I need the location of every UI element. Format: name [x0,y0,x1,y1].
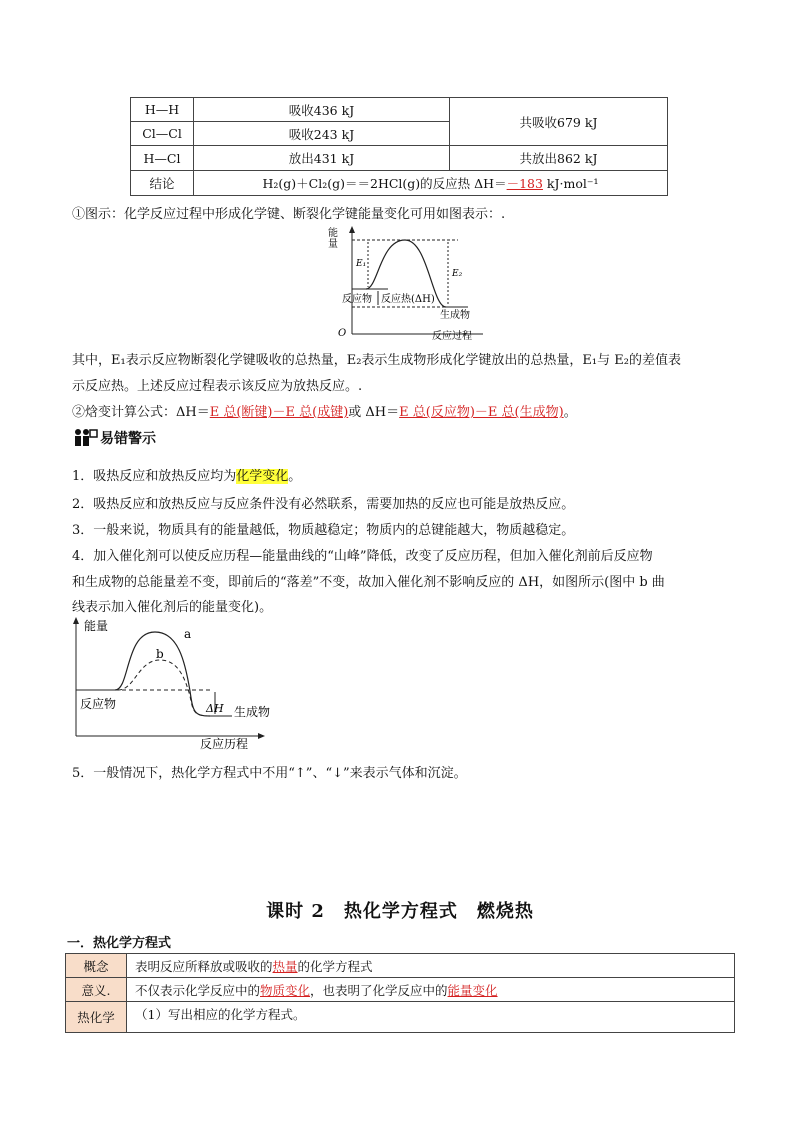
item-4-line-3: 线表示加入催化剂后的能量变化)。 [72,600,273,615]
item-1 [72,465,301,484]
curve-a-label: a [184,627,192,641]
bond-cell: H—H [131,98,194,122]
item-1-highlight: 化学变化 [236,469,289,484]
energy-cell: 吸收436 kJ [194,98,450,122]
fig1-origin: O [338,328,347,339]
bond-energy-table [130,97,668,196]
fig2-ylabel: 能量 [84,619,109,633]
para-explain-2: 示反应热。上述反应过程表示该反应为放热反应。. [72,379,363,394]
bond-cell: Cl—Cl [131,122,194,146]
section-heading: 一．热化学方程式 [67,936,172,951]
item-4-line-2: 和生成物的总能量差不变，即前后的“落差”不变，故加入催化剂不影响反应的 ΔH，如图所示(图中 b 曲 [72,575,665,590]
para-diagram-intro: ①图示：化学反应过程中形成化学键、断裂化学键能量变化可用如图表示：. [72,207,506,222]
fig1-ylabel: 量 [328,239,338,250]
people-icon [72,428,98,448]
row-key: 热化学 [66,1002,127,1033]
energy-cell: 放出431 kJ [194,146,450,171]
item-4-line-1: 4．加入催化剂可以使反应历程—能量曲线的“山峰”降低，改变了反应历程，但加入催化剂前后反应物 [72,549,653,564]
formula-mid: 或 ΔH＝ [348,405,400,420]
formula-prefix: ②焓变计算公式：ΔH＝ [72,405,210,420]
fig1-product: 生成物 [440,310,470,321]
fig2-xlabel: 反应历程 [200,737,249,751]
formula-1: E 总(断键)－E 总(成键) [209,405,349,420]
thermo-equation-table [65,953,735,1033]
conclusion-text: H₂(g)＋Cl₂(g)＝＝2HCl(g)的反应热 ΔH＝ [262,176,507,191]
conclusion-label: 结论 [131,171,194,196]
fig1-e1: E₁ [356,259,367,269]
row-text: 表明反应所释放或吸收的 [135,958,273,974]
para-formula [72,401,577,420]
catalyst-energy-diagram [60,616,290,751]
bond-cell: H—Cl [131,146,194,171]
row-text: ，也表明了化学反应中的 [310,982,448,998]
para-explain-1: 其中，E₁表示反应物断裂化学键吸收的总热量，E₂表示生成物形成化学键放出的总热量，E₁与 E₂的差值表 [72,353,681,368]
curve-b-label: b [156,647,164,661]
fig1-dh: 反应热(ΔH) [381,294,435,305]
conclusion-unit: kJ·mol⁻¹ [542,176,599,191]
row-value [127,978,735,1002]
row-text: 的化学方程式 [297,958,373,974]
fig1-ylabel: 能 [328,228,338,239]
row-answer: 能量变化 [447,982,498,998]
warning-header [72,428,156,448]
energy-cell: 吸收243 kJ [194,122,450,146]
row-answer: 热量 [272,958,298,974]
row-value [127,954,735,978]
row-text: 不仅表示化学反应中的 [135,982,261,998]
conclusion-value: －183 [506,176,543,191]
item-1-end: 。 [288,469,302,484]
row-value: （1）写出相应的化学方程式。 [127,1002,735,1033]
formula-end: 。 [563,405,577,420]
conclusion-cell [194,171,668,196]
total-release-cell: 共放出862 kJ [450,146,668,171]
fig1-xlabel: 反应过程 [432,331,472,342]
item-3: 3．一般来说，物质具有的能量越低，物质越稳定；物质内的总键能越大，物质越稳定。 [72,523,575,538]
energy-diagram-1 [318,222,498,342]
fig2-product: 生成物 [234,705,271,719]
item-5: 5．一般情况下，热化学方程式中不用“↑”、“↓”来表示气体和沉淀。 [72,766,467,781]
fig1-reactant: 反应物 [342,294,372,305]
warning-title: 易错警示 [100,431,156,447]
formula-2: E 总(反应物)－E 总(生成物) [399,405,564,420]
fig2-reactant: 反应物 [80,697,117,711]
fig1-e2: E₂ [452,269,463,279]
fig2-dh: ΔH [206,702,224,715]
total-absorb-cell: 共吸收679 kJ [450,98,668,146]
row-answer: 物质变化 [260,982,311,998]
row-key: 意义. [66,978,127,1002]
item-1-text: 1．吸热反应和放热反应均为 [72,469,237,484]
item-2: 2．吸热反应和放热反应与反应条件没有必然联系，需要加热的反应也可能是放热反应。 [72,497,575,512]
row-key: 概念 [66,954,127,978]
lesson-title: 课时 2 热化学方程式 燃烧热 [266,901,534,922]
